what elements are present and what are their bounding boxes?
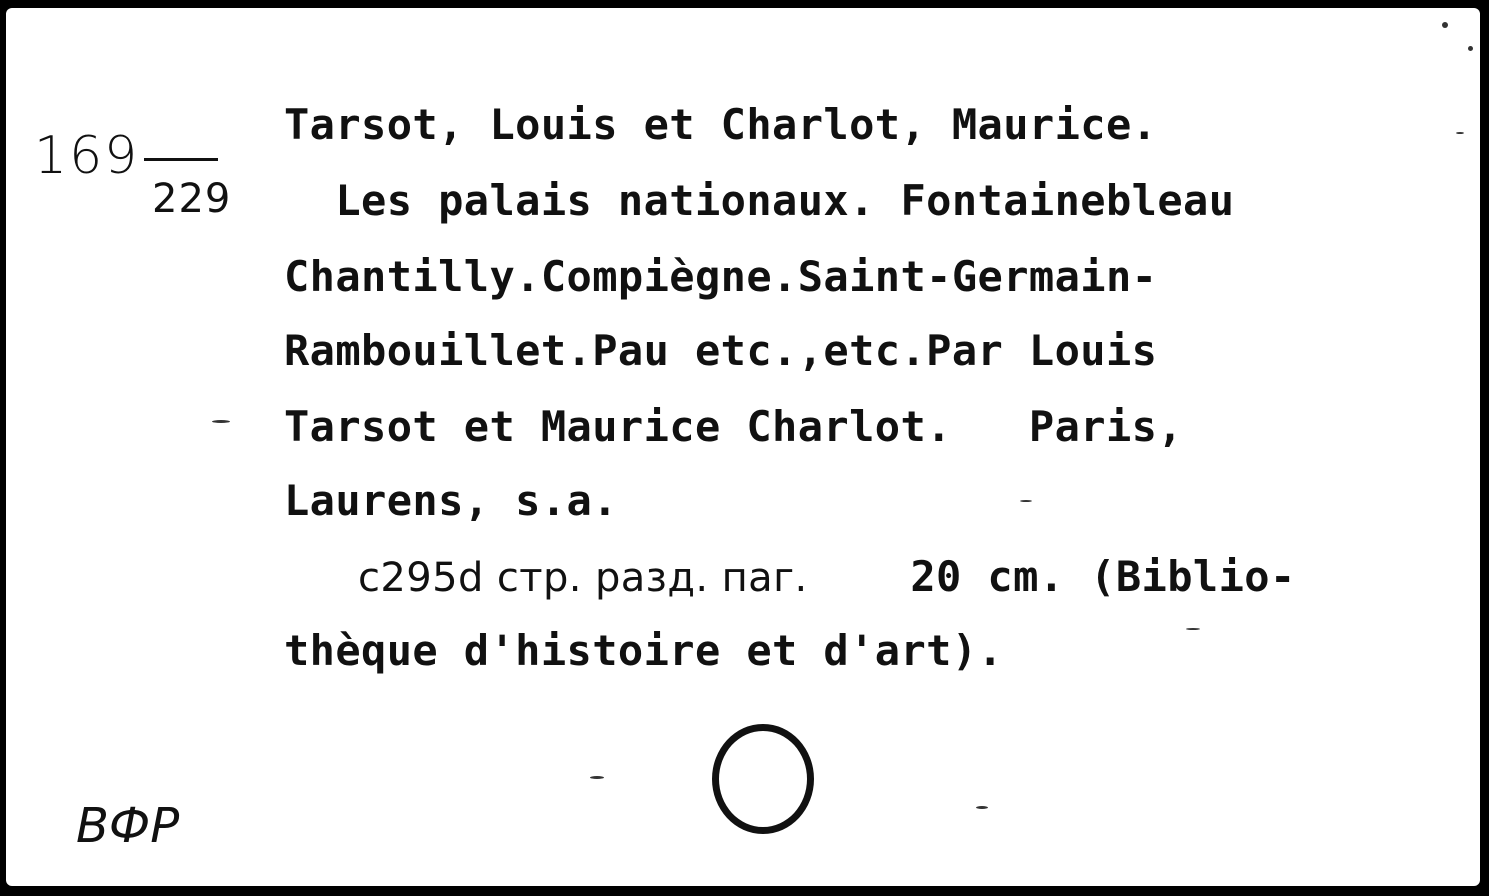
title-line-4: Tarsot et Maurice Charlot. Paris, bbox=[284, 402, 1184, 451]
hole-mark bbox=[712, 724, 814, 834]
call-number-divider bbox=[144, 158, 218, 161]
speck bbox=[1456, 132, 1464, 134]
speck bbox=[1442, 22, 1448, 28]
title-line-1: Les palais nationaux. Fontainebleau bbox=[284, 176, 1235, 225]
collation-typed: 20 cm. (Biblio- bbox=[807, 552, 1296, 601]
speck bbox=[212, 420, 230, 423]
collation-handwritten: ⅽ295ⅾ стр. разд. паг. bbox=[358, 555, 808, 601]
catalog-card bbox=[6, 8, 1480, 886]
publisher-line: Laurens, s.a. bbox=[284, 476, 618, 525]
speck bbox=[976, 806, 988, 809]
author-line: Tarsot, Louis et Charlot, Maurice. bbox=[284, 100, 1158, 149]
speck bbox=[590, 776, 604, 779]
call-number-bottom: 229 bbox=[152, 176, 232, 222]
speck bbox=[1020, 500, 1032, 502]
title-line-3: Rambouillet.Pau etc.,etc.Par Louis bbox=[284, 326, 1158, 375]
series-line: thèque d'histoire et d'art). bbox=[284, 626, 1004, 675]
library-stamp: ВФР bbox=[76, 798, 180, 854]
speck bbox=[1468, 46, 1473, 51]
speck bbox=[1186, 628, 1200, 630]
collation-line bbox=[358, 552, 1296, 601]
title-line-2: Chantilly.Compiègne.Saint-Germain- bbox=[284, 252, 1158, 301]
call-number-top: 169 bbox=[34, 126, 140, 186]
